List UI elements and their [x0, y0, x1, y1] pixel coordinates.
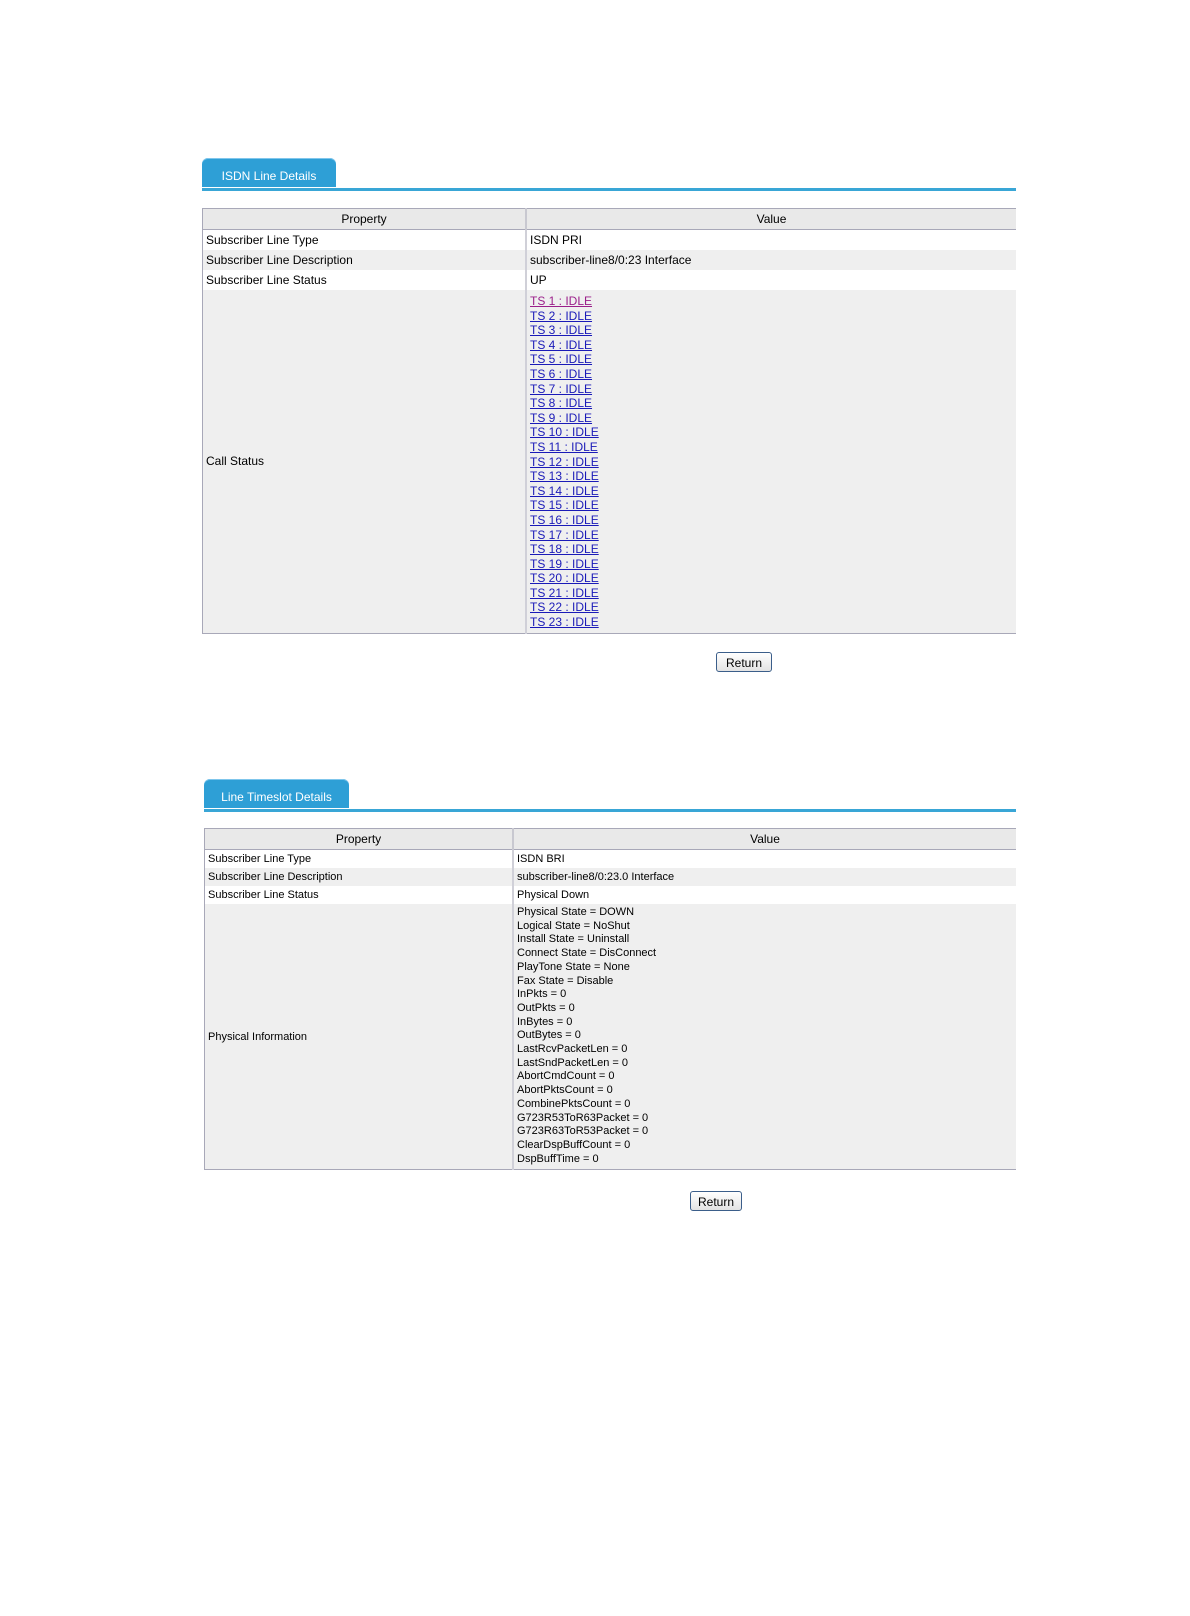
- value-column-header: Value: [513, 829, 1016, 850]
- property-cell: Physical Information: [205, 904, 514, 1170]
- physical-info-line: CombinePktsCount = 0: [517, 1097, 631, 1110]
- physical-info-line: Logical State = NoShut: [517, 919, 630, 932]
- property-cell: Subscriber Line Description: [205, 868, 514, 886]
- physical-info-line: G723R53ToR63Packet = 0: [517, 1111, 649, 1124]
- timeslot-link[interactable]: TS 14 : IDLE: [530, 483, 599, 498]
- timeslot-link[interactable]: TS 15 : IDLE: [530, 498, 599, 513]
- physical-info-line: InBytes = 0: [517, 1015, 573, 1028]
- property-column-header: Property: [203, 209, 527, 230]
- timeslot-link[interactable]: TS 13 : IDLE: [530, 469, 599, 484]
- timeslot-link[interactable]: TS 3 : IDLE: [530, 323, 593, 338]
- property-cell: Subscriber Line Status: [205, 886, 514, 904]
- table-header-row: [203, 209, 1017, 230]
- timeslot-link[interactable]: TS 2 : IDLE: [530, 308, 593, 323]
- timeslot-link[interactable]: TS 23 : IDLE: [530, 615, 599, 630]
- timeslot-link[interactable]: TS 10 : IDLE: [530, 425, 599, 440]
- value-cell: ISDN PRI: [530, 233, 583, 247]
- property-cell: Call Status: [203, 290, 527, 633]
- timeslot-link[interactable]: TS 5 : IDLE: [530, 352, 593, 367]
- physical-info-line: AbortCmdCount = 0: [517, 1070, 615, 1083]
- table-row: [203, 270, 1017, 290]
- physical-info-line: DspBuffTime = 0: [517, 1152, 599, 1165]
- tab-underline: [204, 809, 1016, 812]
- value-cell: ISDN BRI: [517, 853, 565, 865]
- table-row: [205, 868, 1017, 886]
- tab-line-timeslot-details[interactable]: Line Timeslot Details: [204, 779, 349, 808]
- physical-info-line: OutPkts = 0: [517, 1001, 575, 1014]
- physical-info-line: PlayTone State = None: [517, 960, 630, 973]
- physical-info-line: Physical State = DOWN: [517, 906, 635, 918]
- isdn-details-table: [202, 208, 1016, 634]
- physical-info-line: InPkts = 0: [517, 988, 567, 1001]
- physical-info-line: LastRcvPacketLen = 0: [517, 1043, 628, 1056]
- timeslot-details-table: [204, 828, 1016, 1170]
- timeslot-link[interactable]: TS 6 : IDLE: [530, 366, 593, 381]
- timeslot-link[interactable]: TS 9 : IDLE: [530, 410, 593, 425]
- value-cell: subscriber-line8/0:23 Interface: [526, 250, 1016, 270]
- timeslot-link[interactable]: TS 19 : IDLE: [530, 556, 599, 571]
- table-header-row: [205, 829, 1017, 850]
- table-row: [203, 230, 1017, 251]
- timeslot-link[interactable]: TS 8 : IDLE: [530, 396, 593, 411]
- table-row: [205, 850, 1017, 869]
- physical-info-line: OutBytes = 0: [517, 1029, 581, 1042]
- physical-info-line: Connect State = DisConnect: [517, 947, 657, 960]
- timeslot-link[interactable]: TS 20 : IDLE: [530, 571, 599, 586]
- physical-info-line: G723R63ToR53Packet = 0: [517, 1125, 649, 1138]
- timeslot-link[interactable]: TS 16 : IDLE: [530, 512, 599, 527]
- physical-info-line: ClearDspBuffCount = 0: [517, 1138, 631, 1151]
- return-button[interactable]: Return: [716, 652, 772, 672]
- timeslot-tab-bar: [204, 779, 1016, 812]
- physical-info-line: Install State = Uninstall: [517, 933, 630, 946]
- table-row: [203, 250, 1017, 270]
- physical-info-line: LastSndPacketLen = 0: [517, 1056, 628, 1069]
- return-button[interactable]: Return: [690, 1191, 742, 1211]
- property-cell: Subscriber Line Status: [203, 270, 527, 290]
- value-cell: UP: [530, 273, 547, 287]
- isdn-line-details-panel: [202, 158, 1016, 670]
- timeslot-link[interactable]: TS 1 : IDLE: [530, 294, 593, 308]
- timeslot-link[interactable]: TS 12 : IDLE: [530, 454, 599, 469]
- table-row-call-status: [203, 290, 1017, 633]
- physical-info-line: AbortPktsCount = 0: [517, 1084, 613, 1097]
- timeslot-link[interactable]: TS 17 : IDLE: [530, 527, 599, 542]
- isdn-tab-bar: [202, 158, 1016, 191]
- table-row: [205, 886, 1017, 904]
- property-cell: Subscriber Line Type: [205, 850, 514, 869]
- physical-information-value: [513, 904, 1016, 1170]
- property-column-header: Property: [205, 829, 514, 850]
- value-cell: Physical Down: [517, 889, 590, 901]
- timeslot-link[interactable]: TS 21 : IDLE: [530, 585, 599, 600]
- value-cell: subscriber-line8/0:23.0 Interface: [513, 868, 1016, 886]
- property-cell: Subscriber Line Type: [203, 230, 527, 251]
- tab-isdn-line-details[interactable]: ISDN Line Details: [202, 158, 336, 187]
- line-timeslot-details-panel: [204, 779, 1016, 1209]
- value-column-header: Value: [526, 209, 1016, 230]
- physical-info-line: Fax State = Disable: [517, 974, 614, 987]
- timeslot-link[interactable]: TS 11 : IDLE: [530, 439, 598, 454]
- table-row-physical-information: [205, 904, 1017, 1170]
- timeslot-link[interactable]: TS 18 : IDLE: [530, 542, 599, 557]
- property-cell: Subscriber Line Description: [203, 250, 527, 270]
- timeslot-link[interactable]: TS 22 : IDLE: [530, 600, 599, 615]
- tab-underline: [202, 188, 1016, 191]
- call-status-links: [526, 290, 1016, 633]
- timeslot-link[interactable]: TS 7 : IDLE: [530, 381, 593, 396]
- timeslot-link[interactable]: TS 4 : IDLE: [530, 337, 593, 352]
